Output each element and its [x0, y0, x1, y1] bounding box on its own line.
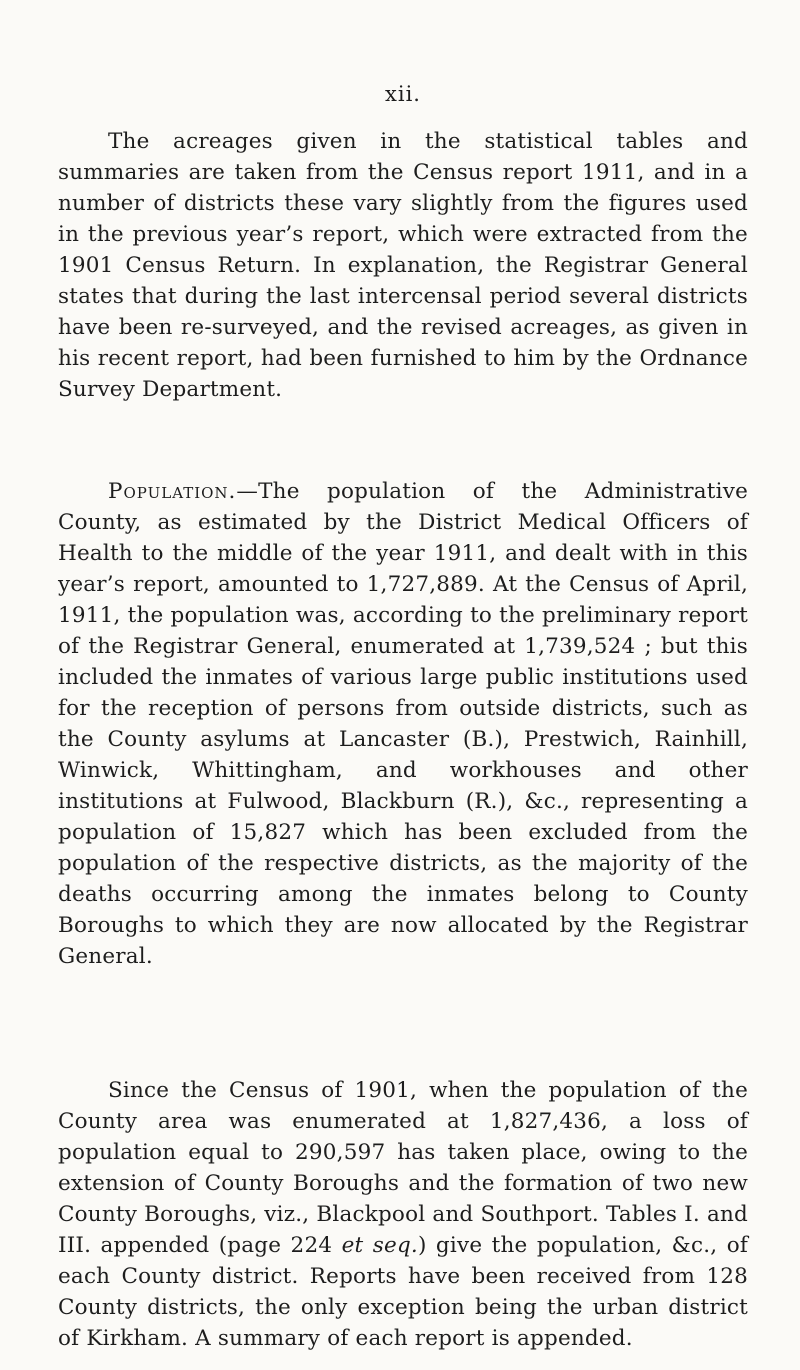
- paragraph-census-text-b: ) give the population, &c., of each County district. Reports have been received from 128 County districts, the only exception being the urban district of Kirkham. A summary of each report is appended.: [58, 1233, 748, 1351]
- paragraph-census-1901: [58, 1075, 748, 1354]
- paragraph-population-text: —The population of the Administrative County, as estimated by the District Medical Officers of Health to the middle of the year 1911, and dealt with in this year’s report, amounted to 1,727,889. At the Census of April, 1911, the population was, according to the preliminary report of the Registrar General, enumerated at 1,739,524 ; but this included the inmates of various large public institutions used for the reception of persons from outside districts, such as the County asylums at Lancaster (B.), Prestwich, Rainhill, Winwick, Whittingham, and workhouses and other institutions at Fulwood, Blackburn (R.), &c., representing a population of 15,827 which has been excluded from the population of the respective districts, as the majority of the deaths occurring among the inmates belong to County Boroughs to which they are now allocated by the Registrar General.: [58, 479, 748, 969]
- paragraph-acreages: [58, 126, 748, 405]
- paragraph-census-italic: et seq.: [341, 1233, 418, 1258]
- page-number: xii.: [385, 82, 421, 106]
- section-heading-population: Population.: [108, 479, 237, 504]
- paragraph-population: [58, 476, 748, 972]
- paragraph-acreages-text: The acreages given in the statistical tables and summaries are taken from the Census report 1911, and in a number of districts these vary slightly from the figures used in the previous year’s report, which were extracted from the 1901 Census Return. In explanation, the Registrar General states that during the last intercensal period several districts have been re-surveyed, and the revised acreages, as given in his recent report, had been furnished to him by the Ordnance Survey Department.: [58, 129, 748, 402]
- paragraph-census-text-a: Since the Census of 1901, when the population of the County area was enumerated at 1,827,436, a loss of population equal to 290,597 has taken place, owing to the extension of County Boroughs and the formation of two new County Boroughs, viz., Blackpool and Southport. Tables I. and III. appended (page 224: [58, 1078, 748, 1258]
